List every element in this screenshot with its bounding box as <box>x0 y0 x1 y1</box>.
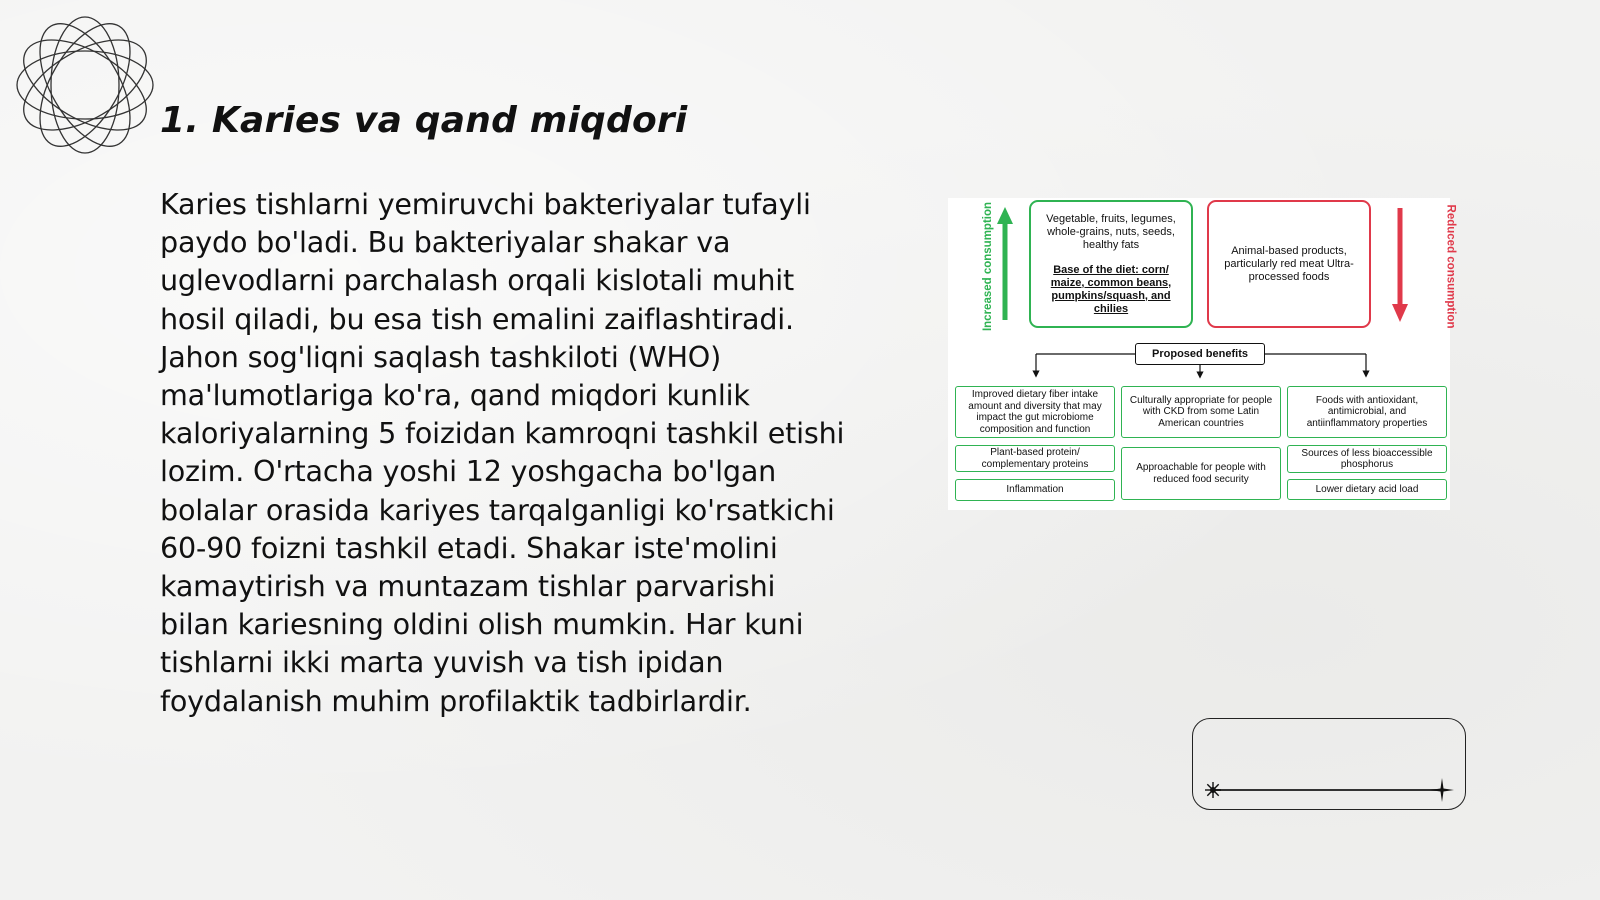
benefit-culturally-appropriate: Culturally appropriate for people with CKD from some Latin American countries <box>1121 386 1281 438</box>
benefit-food-security: Approachable for people with reduced food security <box>1121 447 1281 500</box>
increase-arrow-icon <box>997 207 1013 320</box>
benefit-antioxidant-foods: Foods with antioxidant, antimicrobial, and antiinflammatory properties <box>1287 386 1447 438</box>
four-point-star-icon <box>1429 777 1455 803</box>
benefit-inflammation: Inflammation <box>955 479 1115 501</box>
proposed-benefits-title: Proposed benefits <box>1135 343 1265 365</box>
benefit-fiber-intake: Improved dietary fiber intake amount and diversity that may impact the gut microbiome composition and function <box>955 386 1115 438</box>
slide-title: 1. Karies va qand miqdori <box>160 100 688 141</box>
slide-body-text: Karies tishlarni yemiruvchi bakteriyalar tufayli paydo bo'ladi. Bu bakteriyalar shakar va uglevodlarni parchalash orqali kislotali muhit hosil qiladi, bu esa tish emalini zaiflashtiradi. Jahon sog'liqni saqlash tashkiloti (WHO) ma'lumotlariga ko'ra, qand miqdori kunlik kaloriyalarning 5 foizidan kamroqni tashkil etishi lozim. O'rtacha yoshi 12 yoshgacha bo'lgan bolalar orasida kariyes tarqalganligi ko'rsatkichi 60-90 foizni tashkil etadi. Shakar iste'molini kamaytirish va muntazam tishlar parvarishi bilan kariesning oldini olish mumkin. Har kuni tishlarni ikki marta yuvish va tish ipidan foydalanish muhim profilaktik tadbirlardir. <box>160 187 845 718</box>
decorative-slider-frame <box>1192 718 1466 810</box>
benefit-acid-load: Lower dietary acid load <box>1287 479 1447 500</box>
increase-foods-box <box>1029 200 1193 328</box>
benefit-plant-protein: Plant-based protein/ complementary proteins <box>955 445 1115 472</box>
benefit-phosphorus: Sources of less bioaccessible phosphorus <box>1287 445 1447 473</box>
ornament-logo-icon <box>10 10 160 160</box>
sparkle-burst-icon <box>1203 780 1223 800</box>
slider-track <box>1213 789 1447 791</box>
reduced-consumption-label: Reduced consumption <box>1444 204 1457 329</box>
base-diet-note: Base of the diet: corn/ maize, common beans, pumpkins/squash, and chilies <box>1050 263 1172 315</box>
increase-foods-text: Vegetable, fruits, legumes, whole-grains, nuts, seeds, healthy fats <box>1046 212 1176 251</box>
diet-diagram <box>948 198 1457 510</box>
reduce-foods-text: Animal-based products, particularly red meat Ultra-processed foods <box>1224 244 1354 283</box>
reduce-foods-box <box>1207 200 1371 328</box>
decrease-arrow-icon <box>1392 208 1408 322</box>
increased-consumption-label: Increased consumption <box>982 201 995 332</box>
